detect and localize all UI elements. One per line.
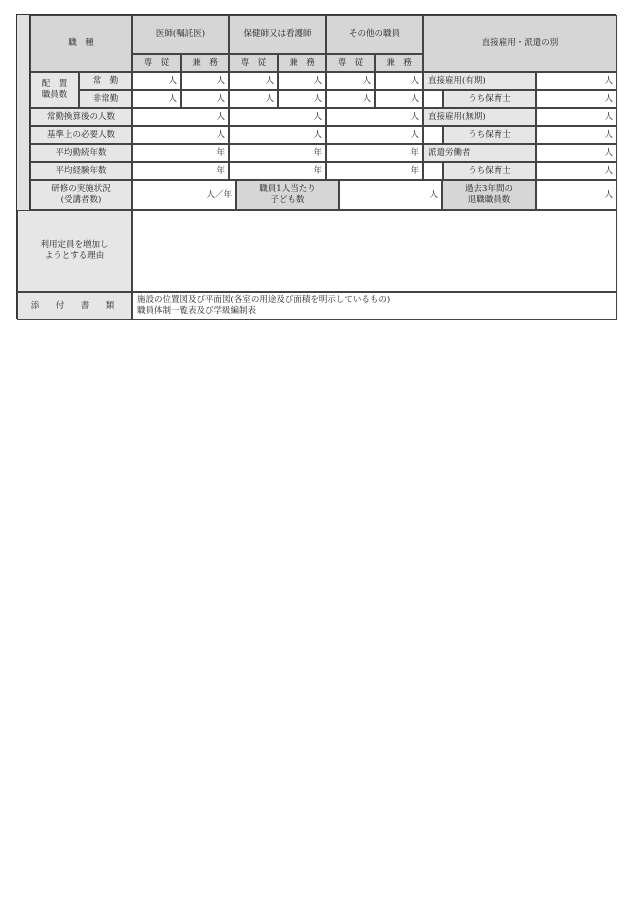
avg-service-doctor[interactable]: 年 [132, 144, 229, 162]
avg-service-nurse[interactable]: 年 [229, 144, 326, 162]
regular-label: 常 勤 [79, 72, 132, 90]
regular-doctor-fulltime[interactable]: 人 [132, 72, 181, 90]
avg-experience-label: 平均経験年数 [30, 162, 132, 180]
direct-open-nursery-spacer [423, 126, 443, 144]
children-per-staff-label: 職員1人当たり 子ども数 [236, 180, 339, 210]
attachments-label: 添 付 書 類 [17, 292, 132, 320]
direct-open-nursery-value[interactable]: 人 [536, 126, 617, 144]
parttime-nurse-fulltime[interactable]: 人 [229, 90, 278, 108]
form-sidebar [17, 15, 30, 210]
required-nurse[interactable]: 人 [229, 126, 326, 144]
avg-experience-other[interactable]: 年 [326, 162, 423, 180]
dispatch-nursery-spacer [423, 162, 443, 180]
nurse-header: 保健師又は看護師 [229, 15, 326, 54]
converted-count-label: 常勤換算後の人数 [30, 108, 132, 126]
direct-open-label: 直接雇用(無期) [423, 108, 536, 126]
reason-label: 利用定員を増加し ようとする理由 [17, 210, 132, 292]
converted-doctor[interactable]: 人 [132, 108, 229, 126]
parttime-nurse-concurrent[interactable]: 人 [278, 90, 326, 108]
children-per-staff-value[interactable]: 人 [339, 180, 442, 210]
training-label: 研修の実施状況 (受講者数) [30, 180, 132, 210]
parttime-other-fulltime[interactable]: 人 [326, 90, 375, 108]
attachments-list [132, 292, 617, 320]
converted-other[interactable]: 人 [326, 108, 423, 126]
converted-nurse[interactable]: 人 [229, 108, 326, 126]
retired-staff-value[interactable]: 人 [536, 180, 617, 210]
regular-doctor-concurrent[interactable]: 人 [181, 72, 229, 90]
regular-nurse-concurrent[interactable]: 人 [278, 72, 326, 90]
doctor-fulltime-header: 専 従 [132, 54, 181, 72]
avg-experience-doctor[interactable]: 年 [132, 162, 229, 180]
part-time-label: 非常勤 [79, 90, 132, 108]
direct-open-nursery-label: うち保育士 [443, 126, 536, 144]
avg-experience-nurse[interactable]: 年 [229, 162, 326, 180]
avg-service-label: 平均勤続年数 [30, 144, 132, 162]
doctor-concurrent-header: 兼 務 [181, 54, 229, 72]
retired-staff-label: 過去3年間の 退職職員数 [442, 180, 536, 210]
regular-other-fulltime[interactable]: 人 [326, 72, 375, 90]
parttime-doctor-concurrent[interactable]: 人 [181, 90, 229, 108]
nurse-fulltime-header: 専 従 [229, 54, 278, 72]
nurse-concurrent-header: 兼 務 [278, 54, 326, 72]
required-other[interactable]: 人 [326, 126, 423, 144]
avg-service-other[interactable]: 年 [326, 144, 423, 162]
dispatch-nursery-label: うち保育士 [443, 162, 536, 180]
dispatch-nursery-value[interactable]: 人 [536, 162, 617, 180]
direct-fixed-nursery-spacer [423, 90, 443, 108]
staff-count-label: 配 置 職員数 [30, 72, 79, 108]
direct-open-value[interactable]: 人 [536, 108, 617, 126]
regular-other-concurrent[interactable]: 人 [375, 72, 423, 90]
direct-fixed-value[interactable]: 人 [536, 72, 617, 90]
direct-fixed-nursery-label: うち保育士 [443, 90, 536, 108]
application-form [16, 14, 616, 319]
required-doctor[interactable]: 人 [132, 126, 229, 144]
regular-nurse-fulltime[interactable]: 人 [229, 72, 278, 90]
dispatch-value[interactable]: 人 [536, 144, 617, 162]
attachment-item: 施設の位置図及び平面図(各室の用途及び面積を明示しているもの) [137, 295, 391, 306]
employment-type-header: 直接雇用・派遣の別 [423, 15, 617, 72]
direct-fixed-label: 直接雇用(有期) [423, 72, 536, 90]
other-fulltime-header: 専 従 [326, 54, 375, 72]
dispatch-label: 派遣労働者 [423, 144, 536, 162]
direct-fixed-nursery-value[interactable]: 人 [536, 90, 617, 108]
parttime-other-concurrent[interactable]: 人 [375, 90, 423, 108]
parttime-doctor-fulltime[interactable]: 人 [132, 90, 181, 108]
job-type-header: 職 種 [30, 15, 132, 72]
training-value[interactable]: 人／年 [132, 180, 236, 210]
doctor-header: 医師(嘱託医) [132, 15, 229, 54]
required-count-label: 基準上の必要人数 [30, 126, 132, 144]
other-concurrent-header: 兼 務 [375, 54, 423, 72]
other-staff-header: その他の職員 [326, 15, 423, 54]
reason-field[interactable] [132, 210, 617, 292]
attachment-item: 職員体制一覧表及び学級編制表 [137, 306, 257, 316]
